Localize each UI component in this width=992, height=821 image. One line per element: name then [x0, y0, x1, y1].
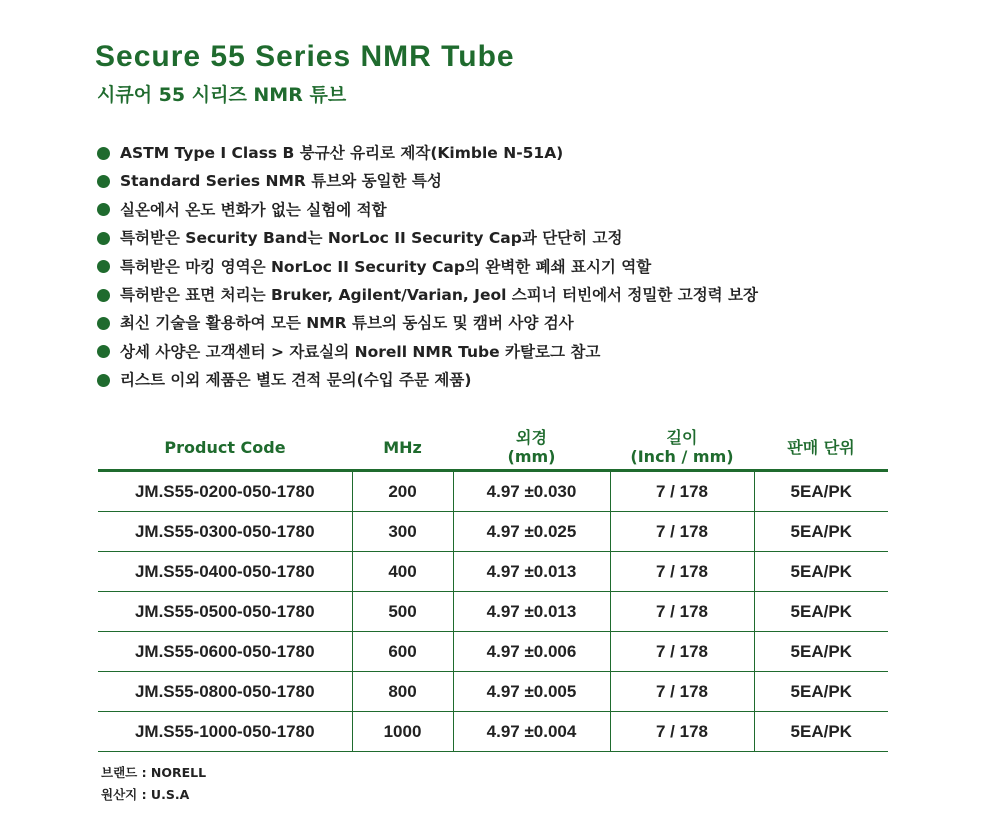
cell-length: 7 / 178 — [610, 672, 754, 712]
bullet-icon — [97, 175, 110, 188]
product-table — [98, 425, 888, 752]
bullet-icon — [97, 317, 110, 330]
cell-length: 7 / 178 — [610, 632, 754, 672]
cell-outer-diameter: 4.97 ±0.025 — [453, 512, 610, 552]
origin-label: 원산지 : U.S.A — [101, 787, 190, 802]
page-subtitle: 시큐어 55 시리즈 NMR 튜브 — [97, 84, 347, 106]
feature-text: Standard Series NMR 튜브와 동일한 특성 — [120, 172, 442, 191]
cell-outer-diameter: 4.97 ±0.005 — [453, 672, 610, 712]
feature-item — [97, 309, 758, 337]
table-row — [98, 672, 888, 712]
cell-sales-unit: 5EA/PK — [754, 632, 888, 672]
cell-mhz: 800 — [352, 672, 453, 712]
cell-sales-unit: 5EA/PK — [754, 712, 888, 752]
feature-text: 상세 사양은 고객센터 > 자료실의 Norell NMR Tube 카탈로그 참고 — [120, 342, 601, 361]
cell-sales-unit: 5EA/PK — [754, 672, 888, 712]
table-row — [98, 592, 888, 632]
header-sales-unit: 판매 단위 — [754, 425, 888, 471]
feature-text: ASTM Type I Class B 붕규산 유리로 제작(Kimble N-51A) — [120, 144, 564, 162]
cell-product-code: JM.S55-0200-050-1780 — [98, 471, 352, 512]
table-row — [98, 712, 888, 752]
cell-product-code: JM.S55-0800-050-1780 — [98, 672, 352, 712]
feature-item — [97, 281, 758, 309]
bullet-icon — [97, 374, 110, 387]
feature-list — [97, 139, 758, 395]
feature-text: 최신 기술을 활용하여 모든 NMR 튜브의 동심도 및 캠버 사양 검사 — [120, 314, 574, 333]
cell-product-code: JM.S55-0400-050-1780 — [98, 552, 352, 592]
cell-product-code: JM.S55-0500-050-1780 — [98, 592, 352, 632]
table-row — [98, 512, 888, 552]
table-body — [98, 471, 888, 752]
cell-outer-diameter: 4.97 ±0.013 — [453, 552, 610, 592]
header-length: 길이 (Inch / mm) — [610, 425, 754, 471]
cell-length: 7 / 178 — [610, 712, 754, 752]
brand-label: 브랜드 : NORELL — [101, 765, 207, 780]
cell-mhz: 400 — [352, 552, 453, 592]
cell-length: 7 / 178 — [610, 592, 754, 632]
cell-mhz: 200 — [352, 471, 453, 512]
cell-mhz: 600 — [352, 632, 453, 672]
page-title: Secure 55 Series NMR Tube — [95, 40, 515, 73]
header-outer-diameter: 외경 (mm) — [453, 425, 610, 471]
bullet-icon — [97, 289, 110, 302]
cell-sales-unit: 5EA/PK — [754, 552, 888, 592]
cell-mhz: 300 — [352, 512, 453, 552]
cell-outer-diameter: 4.97 ±0.004 — [453, 712, 610, 752]
feature-text: 특허받은 마킹 영역은 NorLoc II Security Cap의 완벽한 폐쇄 표시기 역할 — [120, 257, 652, 276]
bullet-icon — [97, 345, 110, 358]
feature-item — [97, 167, 758, 195]
bullet-icon — [97, 260, 110, 273]
header-mhz: MHz — [352, 425, 453, 471]
bullet-icon — [97, 147, 110, 160]
cell-product-code: JM.S55-0600-050-1780 — [98, 632, 352, 672]
feature-text: 특허받은 Security Band는 NorLoc II Security Cap과 단단히 고정 — [120, 229, 623, 248]
cell-sales-unit: 5EA/PK — [754, 592, 888, 632]
table-row — [98, 632, 888, 672]
cell-sales-unit: 5EA/PK — [754, 471, 888, 512]
feature-item — [97, 366, 758, 394]
feature-item — [97, 224, 758, 252]
bullet-icon — [97, 232, 110, 245]
feature-text: 리스트 이외 제품은 별도 견적 문의(수입 주문 제품) — [120, 371, 472, 390]
cell-product-code: JM.S55-0300-050-1780 — [98, 512, 352, 552]
feature-item — [97, 338, 758, 366]
cell-sales-unit: 5EA/PK — [754, 512, 888, 552]
cell-outer-diameter: 4.97 ±0.013 — [453, 592, 610, 632]
feature-item — [97, 196, 758, 224]
cell-outer-diameter: 4.97 ±0.006 — [453, 632, 610, 672]
feature-text: 특허받은 표면 처리는 Bruker, Agilent/Varian, Jeol 스피너 터빈에서 정밀한 고정력 보장 — [120, 285, 758, 304]
table-row — [98, 552, 888, 592]
cell-outer-diameter: 4.97 ±0.030 — [453, 471, 610, 512]
cell-product-code: JM.S55-1000-050-1780 — [98, 712, 352, 752]
cell-length: 7 / 178 — [610, 552, 754, 592]
cell-length: 7 / 178 — [610, 512, 754, 552]
table-header-row — [98, 425, 888, 471]
feature-text: 실온에서 온도 변화가 없는 실험에 적합 — [120, 200, 387, 219]
cell-mhz: 1000 — [352, 712, 453, 752]
feature-item — [97, 139, 758, 167]
table-row — [98, 471, 888, 512]
header-product-code: Product Code — [98, 425, 352, 471]
bullet-icon — [97, 203, 110, 216]
footer-info — [101, 762, 206, 806]
cell-length: 7 / 178 — [610, 471, 754, 512]
cell-mhz: 500 — [352, 592, 453, 632]
feature-item — [97, 253, 758, 281]
